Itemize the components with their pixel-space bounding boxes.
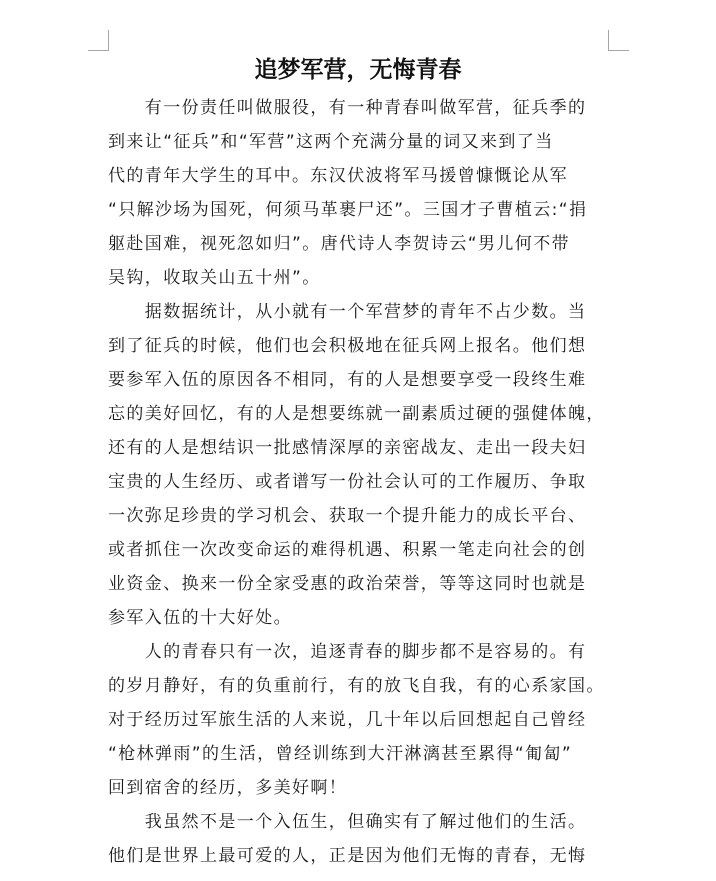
- paragraph: [108, 91, 618, 295]
- text-line: 代的青年大学生的耳中。东汉伏波将军马援曾慷慨论从军: [108, 166, 568, 186]
- text-line: 或者抓住一次改变命运的难得机遇、积累一笔走向社会的创: [108, 540, 587, 560]
- text-line: 躯赴国难，视死忽如归”。唐代诗人李贺诗云“男儿何不带: [108, 234, 571, 254]
- text-line: 他们是世界上最可爱的人，正是因为他们无悔的青春，无悔: [108, 846, 587, 866]
- text-line: 到了征兵的时候，他们也会积极地在征兵网上报名。他们想: [108, 336, 587, 356]
- margin-corner-top-right: [608, 30, 629, 51]
- text-line: 到来让“征兵”和“军营”这两个充满分量的词又来到了当: [108, 132, 554, 152]
- text-line: 有一份责任叫做服役，有一种青春叫做军营，征兵季的: [108, 98, 587, 118]
- document-title: 追梦军营，无悔青春: [254, 57, 462, 83]
- text-line: 人的青春只有一次，追逐青春的脚步都不是容易的。有: [108, 642, 587, 662]
- paragraph: [108, 635, 618, 805]
- text-line: 的岁月静好，有的负重前行，有的放飞自我，有的心系家国。: [108, 676, 605, 696]
- text-line: 吴钩，收取关山五十州”。: [108, 268, 321, 288]
- text-line: “只解沙场为国死，何须马革裹尸还”。三国才子曹植云:“捐: [108, 200, 588, 220]
- text-line: 我虽然不是一个入伍生，但确实有了解过他们的生活。: [108, 812, 587, 832]
- text-line: 参军入伍的十大好处。: [108, 608, 292, 628]
- text-line: 一次弥足珍贵的学习机会、获取一个提升能力的成长平台、: [108, 506, 587, 526]
- text-line: 宝贵的人生经历、或者谱写一份社会认可的工作履历、争取: [108, 472, 587, 492]
- paragraph: [108, 805, 618, 873]
- text-line: 还有的人是想结识一批感情深厚的亲密战友、走出一段夫妇: [108, 438, 587, 458]
- text-line: 据数据统计，从小就有一个军营梦的青年不占少数。当: [108, 302, 587, 322]
- margin-corner-top-left: [88, 30, 109, 51]
- text-line: 忘的美好回忆，有的人是想要练就一副素质过硬的强健体魄，: [108, 404, 605, 424]
- text-line: “枪林弹雨”的生活，曾经训练到大汗淋漓甚至累得“匍匐”: [108, 744, 573, 764]
- text-line: 回到宿舍的经历，多美好啊！: [108, 778, 348, 798]
- text-line: 对于经历过军旅生活的人来说，几十年以后回想起自己曾经: [108, 710, 587, 730]
- text-line: 业资金、换来一份全家受惠的政治荣誉，等等这同时也就是: [108, 574, 587, 594]
- paragraph: [108, 295, 618, 635]
- text-line: 要参军入伍的原因各不相同，有的人是想要享受一段终生难: [108, 370, 587, 390]
- document-body: [108, 91, 618, 873]
